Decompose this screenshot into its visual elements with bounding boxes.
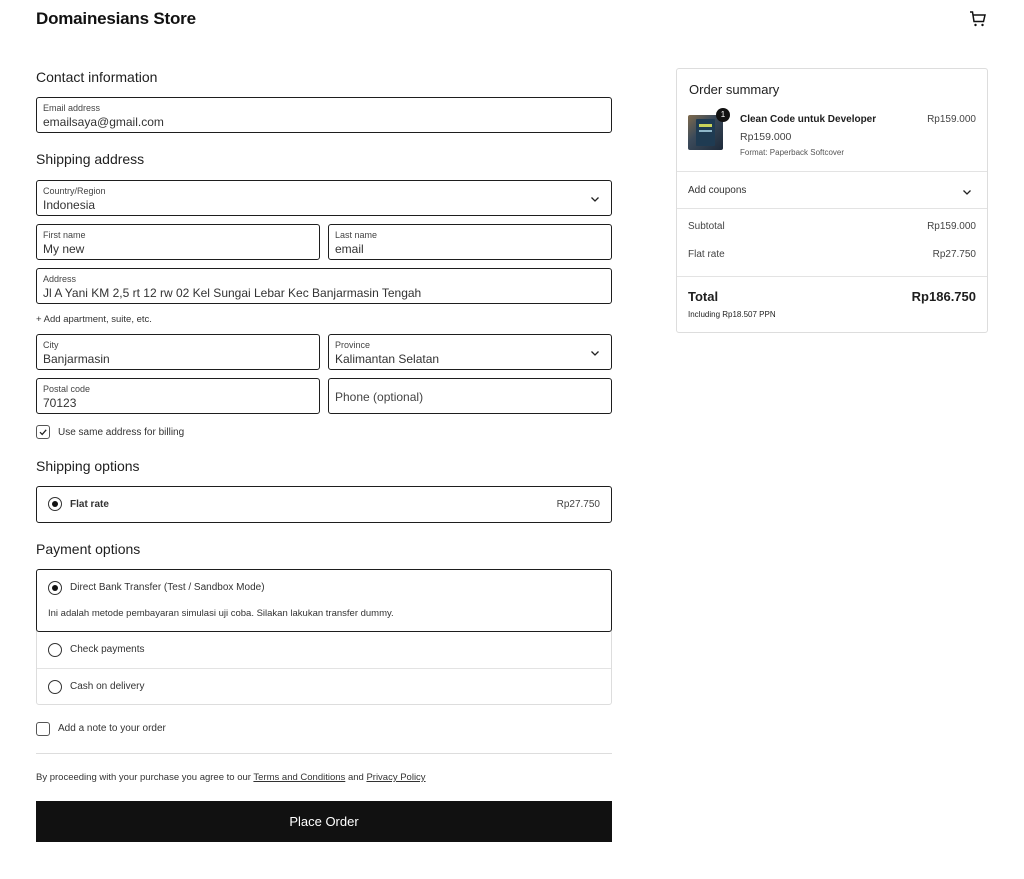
shipping-address-title: Shipping address bbox=[36, 151, 145, 167]
product-price: Rp159.000 bbox=[740, 131, 792, 143]
add-coupons-toggle[interactable] bbox=[677, 172, 987, 209]
same-billing-label: Use same address for billing bbox=[58, 427, 185, 438]
province-select[interactable] bbox=[328, 334, 612, 370]
tax-note: Including Rp18.507 PPN bbox=[688, 310, 776, 319]
postal-code-field[interactable] bbox=[36, 378, 320, 414]
total-value: Rp186.750 bbox=[911, 289, 976, 304]
payment-option-bank-transfer[interactable] bbox=[36, 569, 612, 632]
flat-rate-label: Flat rate bbox=[70, 499, 109, 510]
payment-options-group bbox=[36, 569, 612, 705]
email-field[interactable] bbox=[36, 97, 612, 133]
order-summary-title: Order summary bbox=[689, 82, 780, 97]
summary-divider bbox=[677, 276, 987, 277]
same-billing-checkbox[interactable] bbox=[36, 425, 50, 439]
cart-icon[interactable] bbox=[968, 9, 988, 29]
terms-and: and bbox=[347, 772, 364, 783]
phone-placeholder: Phone (optional) bbox=[335, 390, 424, 404]
check-payments-radio[interactable] bbox=[48, 643, 62, 657]
flat-rate-summary-label: Flat rate bbox=[688, 249, 725, 260]
cash-on-delivery-label[interactable]: Cash on delivery bbox=[70, 681, 145, 692]
flat-rate-radio[interactable] bbox=[48, 497, 62, 511]
last-name-field[interactable] bbox=[328, 224, 612, 260]
province-value: Kalimantan Selatan bbox=[335, 352, 440, 366]
add-apartment-link[interactable]: + Add apartment, suite, etc. bbox=[36, 314, 152, 325]
order-summary bbox=[676, 68, 988, 333]
product-name: Clean Code untuk Developer bbox=[740, 114, 877, 125]
terms-prefix: By proceeding with your purchase you agree to our bbox=[36, 772, 251, 783]
country-value: Indonesia bbox=[43, 198, 96, 212]
shipping-option-flat-rate[interactable] bbox=[36, 486, 612, 523]
city-value: Banjarmasin bbox=[43, 352, 110, 366]
store-title[interactable]: Domainesians Store bbox=[36, 9, 196, 28]
place-order-button[interactable]: Place Order bbox=[36, 801, 612, 842]
product-line-total: Rp159.000 bbox=[927, 114, 976, 125]
postal-code-label: Postal code bbox=[43, 384, 91, 394]
phone-field[interactable] bbox=[328, 378, 612, 414]
last-name-value: email bbox=[335, 242, 364, 256]
divider bbox=[36, 753, 612, 754]
address-field[interactable] bbox=[36, 268, 612, 304]
postal-code-value: 70123 bbox=[43, 396, 77, 410]
order-note-label: Add a note to your order bbox=[58, 723, 166, 734]
chevron-down-icon bbox=[590, 349, 600, 357]
first-name-label: First name bbox=[43, 230, 86, 240]
address-label: Address bbox=[43, 274, 77, 284]
subtotal-value: Rp159.000 bbox=[927, 221, 976, 232]
terms-text bbox=[36, 772, 426, 783]
flat-rate-price: Rp27.750 bbox=[556, 499, 600, 510]
payment-options-title: Payment options bbox=[36, 541, 141, 557]
address-value: Jl A Yani KM 2,5 rt 12 rw 02 Kel Sungai Lebar Kec Banjarmasin Tengah bbox=[43, 286, 422, 300]
check-icon bbox=[38, 427, 48, 437]
province-label: Province bbox=[335, 340, 371, 350]
city-field[interactable] bbox=[36, 334, 320, 370]
order-note-checkbox[interactable] bbox=[36, 722, 50, 736]
cash-on-delivery-radio[interactable] bbox=[48, 680, 62, 694]
email-value: emailsaya@gmail.com bbox=[43, 115, 164, 129]
country-select[interactable] bbox=[36, 180, 612, 216]
subtotal-label: Subtotal bbox=[688, 221, 725, 232]
payment-divider bbox=[37, 668, 611, 669]
bank-transfer-radio[interactable] bbox=[48, 581, 62, 595]
add-coupons-label: Add coupons bbox=[688, 185, 747, 196]
email-label: Email address bbox=[43, 103, 101, 113]
last-name-label: Last name bbox=[335, 230, 378, 240]
check-payments-label[interactable]: Check payments bbox=[70, 644, 145, 655]
bank-transfer-description: Ini adalah metode pembayaran simulasi uji coba. Silakan lakukan transfer dummy. bbox=[48, 608, 394, 619]
terms-link[interactable]: Terms and Conditions bbox=[253, 772, 346, 783]
total-label: Total bbox=[688, 289, 719, 304]
product-format: Format: Paperback Softcover bbox=[740, 148, 845, 157]
first-name-value: My new bbox=[43, 242, 85, 256]
bank-transfer-label: Direct Bank Transfer (Test / Sandbox Mode) bbox=[70, 582, 265, 593]
quantity-badge: 1 bbox=[716, 108, 730, 122]
flat-rate-summary-value: Rp27.750 bbox=[932, 249, 976, 260]
chevron-down-icon bbox=[590, 195, 600, 203]
contact-section-title: Contact information bbox=[36, 69, 158, 85]
country-label: Country/Region bbox=[43, 186, 106, 196]
header bbox=[36, 8, 988, 32]
shipping-options-title: Shipping options bbox=[36, 458, 140, 474]
privacy-link[interactable]: Privacy Policy bbox=[366, 772, 426, 783]
city-label: City bbox=[43, 340, 59, 350]
summary-divider bbox=[677, 208, 987, 209]
chevron-down-icon bbox=[962, 188, 972, 196]
first-name-field[interactable] bbox=[36, 224, 320, 260]
